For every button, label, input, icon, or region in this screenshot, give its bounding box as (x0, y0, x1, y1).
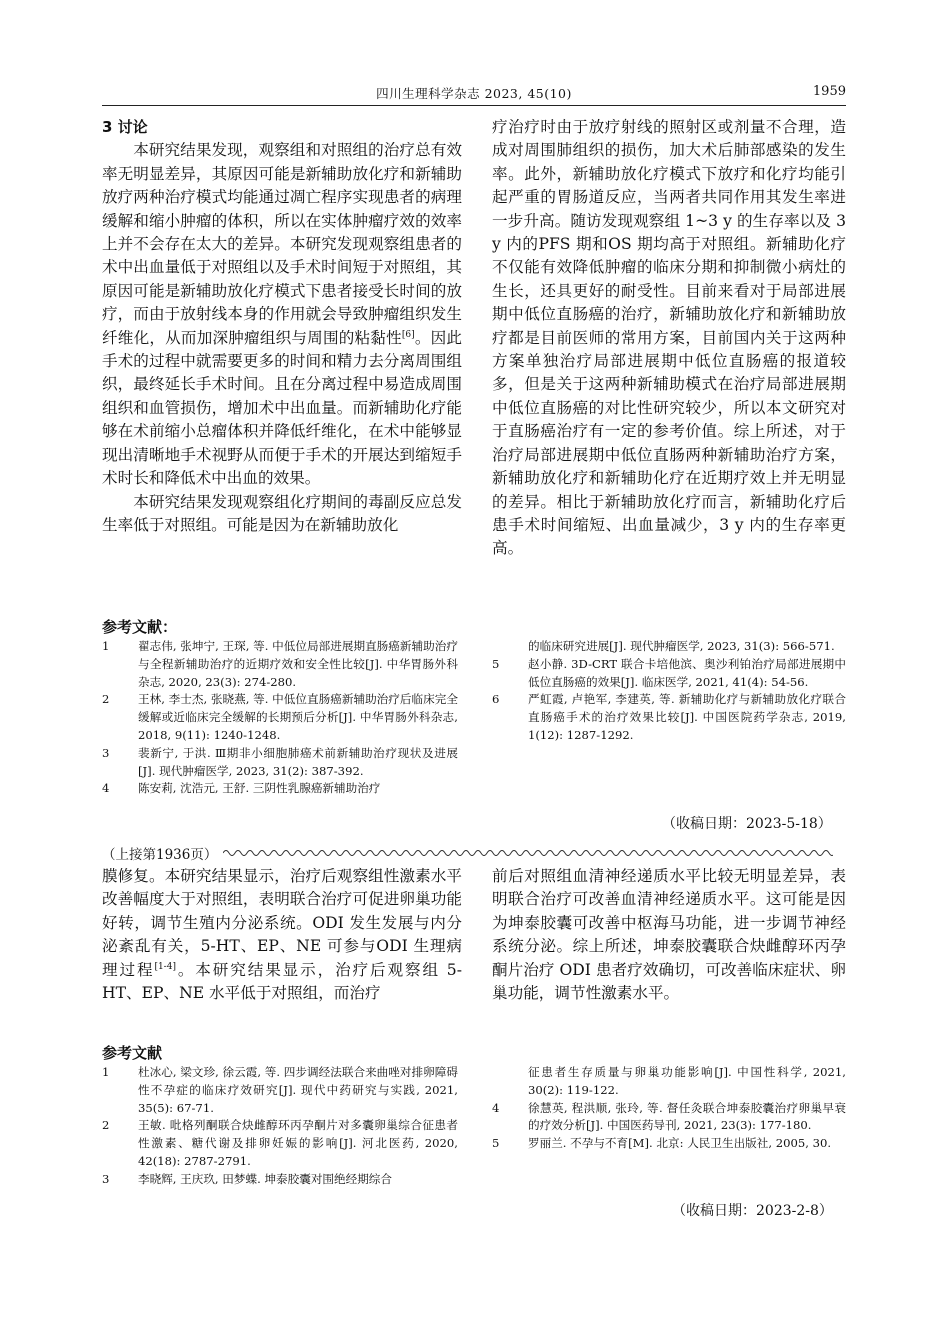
reference-item (102, 745, 458, 781)
header-rule (102, 105, 846, 106)
discussion-paragraph-2: 本研究结果发现观察组化疗期间的毒副反应总发生率低于对照组。可能是因为在新辅助放化 (102, 492, 462, 534)
reference-item (492, 638, 846, 656)
reference-number: 2 (102, 1118, 110, 1133)
reference-number: 3 (102, 1171, 110, 1186)
journal-title: 四川生理科学杂志 2023, 45(10) (376, 86, 572, 101)
citation: [6] (401, 329, 415, 340)
continuation-left-column (102, 865, 462, 1005)
reference-text: 赵小静. 3D-CRT 联合卡培他滨、奥沙利铂治疗局部进展期中低位直肠癌的效果[J]. 临床医学, 2021, 41(4): 54-56. (528, 656, 846, 689)
reference-text: 的临床研究进展[J]. 现代肿瘤医学, 2023, 31(3): 566-571. (528, 639, 835, 653)
discussion-paragraph-3: 疗治疗时由于放疗射线的照射区或剂量不合理，造成对周围肺组织的损伤，加大术后肺部感染的发生率。此外，新辅助放化疗模式下放疗和化疗均能引起严重的胃肠道反应，当两者共同作用其发生率进一步升高。随访发现观察组 1~3 y 的生存率以及 3 y 内的PFS 期和OS 期均高于对照组。新辅助化疗不仅能有效降低肿瘤的临床分期和抑制微小病灶的生长，还具更好的耐受性。目前来看对于局部进展期中低位直肠癌的治疗，新辅助放化疗和新辅助放疗都是目前医师的常用方案，目前国内关于这两种方案单独治疗局部进展期中低位直肠癌的报道较多，但是关于这两种新辅助模式在治疗局部进展期中低位直肠癌的对比性研究较少，所以本文研究对于直肠癌治疗有一定的参考价值。综上所述，对于治疗局部进展期中低位直肠两种新辅助治疗方案，新辅助放化疗和新辅助化疗在近期疗效上并无明显的差异。相比于新辅助放化疗而言，新辅助化疗后患手术时间缩短、出血量减少，3 y 内的生存率更高。 (492, 118, 846, 558)
reference-item (102, 638, 458, 691)
continuation-paragraph-right: 前后对照组血清神经递质水平比较无明显差异，表明联合治疗可改善血清神经递质水平。这可能是因为坤泰胶囊可改善中枢海马功能，进一步调节神经系统分泌。综上所述，坤泰胶囊联合炔雌醇环丙孕酮片治疗 ODI 患者疗效确切，可改善临床症状、卵巢功能，调节性激素水平。 (492, 867, 846, 1003)
continuation-text-a: 膜修复。本研究结果显示，治疗后观察组性激素水平改善幅度大于对照组，表明联合治疗可促进卵巢功能好转，调节生殖内分泌系统。ODI 发生发展与内分泌紊乱有关，5-HT、EP、NE 可参与ODI 生理病理过程 (102, 867, 462, 979)
received-date: （收稿日期：2023-5-18） (662, 816, 832, 832)
reference-item (102, 1171, 458, 1189)
reference-text: 陈安莉, 沈浩元, 王舒. 三阴性乳腺癌新辅助治疗 (138, 781, 381, 796)
reference-item (102, 1117, 458, 1170)
references-left-2 (102, 1064, 458, 1189)
reference-text: 王敏. 吡格列酮联合炔雌醇环丙孕酮片对多囊卵巢综合征患者性激素、糖代谢及排卵妊娠的影响[J]. 河北医药, 2020, 42(18): 2787-2791. (138, 1118, 458, 1168)
reference-text: 李晓辉, 王庆玖, 田梦蝶. 坤泰胶囊对围绝经期综合 (138, 1171, 392, 1186)
received-date-2: （收稿日期：2023-2-8） (672, 1203, 833, 1219)
reference-number: 5 (492, 1136, 500, 1151)
reference-text: 徐慧英, 程洪顺, 张玲, 等. 督任灸联合坤泰胶囊治疗卵巢早衰的疗效分析[J]. 中国医药导刊, 2021, 23(3): 177-180. (528, 1100, 846, 1133)
reference-number: 2 (102, 692, 110, 707)
reference-item (492, 1100, 846, 1136)
reference-number: 4 (492, 1100, 500, 1115)
reference-item (492, 1064, 846, 1100)
references-title: 参考文献： (102, 618, 178, 636)
continuation-right-column (492, 865, 846, 1005)
running-header (102, 84, 846, 104)
continuation-label: （上接第1936页） (102, 847, 218, 863)
references-left (102, 638, 458, 798)
references-right (492, 638, 846, 745)
discussion-text-1a: 本研究结果发现，观察组和对照组的治疗总有效率无明显差异，其原因可能是新辅助放化疗和新辅助放疗两种治疗模式均能通过凋亡程序实现患者的病理缓解和缩小肿瘤的体积，所以在实体肿瘤疗效的效率上并不会存在太大的差异。本研究发现观察组患者的术中出血量低于对照组以及手术时间短于对照组，其原因可能是新辅助放化疗模式下患者接受长时间的放疗，而由于放射线本身的作用就会导致肿瘤组织发生纤维化，从而加深肿瘤组织与周围的粘黏性 (102, 141, 462, 347)
citation: [1-4] (154, 961, 176, 972)
reference-text: 杜冰心, 梁文珍, 徐云霞, 等. 四步调经法联合来曲唑对排卵障碍性不孕症的临床疗效研究[J]. 现代中药研究与实践, 2021, 35(5): 67-71. (138, 1065, 458, 1115)
reference-text: 裴新宁, 于洪. Ⅲ期非小细胞肺癌术前新辅助治疗现状及进展[J]. 现代肿瘤医学, 2023, 31(2): 387-392. (138, 745, 458, 778)
reference-text: 翟志伟, 张坤宁, 王琛, 等. 中低位局部进展期直肠癌新辅助治疗与全程新辅助治疗的近期疗效和安全性比较[J]. 中华胃肠外科杂志, 2020, 23(3): 274-280. (138, 639, 458, 689)
reference-number: 3 (102, 745, 110, 760)
reference-item (492, 656, 846, 692)
continuation-text-b: 。本研究结果显示，治疗后观察组 5-HT、EP、NE 水平低于对照组，而治疗 (102, 960, 462, 1003)
reference-item (102, 691, 458, 744)
reference-text: 征患者生存质量与卵巢功能影响[J]. 中国性科学, 2021, 30(2): 119-122. (528, 1065, 846, 1097)
reference-item (492, 1135, 846, 1153)
discussion-right-column (492, 116, 846, 561)
page-number: 1959 (812, 84, 846, 99)
continuation-paragraph-left (102, 865, 462, 1005)
reference-text: 王林, 李士杰, 张晓燕, 等. 中低位直肠癌新辅助治疗后临床完全缓解或近临床完全缓解的长期预后分析[J]. 中华胃肠外科杂志, 2018, 9(11): 1240-1248. (138, 692, 458, 742)
reference-item (102, 780, 458, 798)
reference-number: 1 (102, 1065, 110, 1079)
reference-number (492, 1064, 528, 1100)
reference-number: 4 (102, 781, 110, 796)
discussion-paragraph-1 (102, 139, 462, 490)
continuation-divider (102, 843, 846, 863)
reference-number: 6 (492, 692, 500, 707)
section-title: 3 讨论 (102, 118, 148, 136)
reference-number: 1 (102, 639, 110, 653)
discussion-left-column (102, 116, 462, 537)
reference-text: 罗丽兰. 不孕与不育[M]. 北京: 人民卫生出版社, 2005, 30. (528, 1136, 832, 1151)
references-title-2: 参考文献 (102, 1044, 163, 1062)
reference-item (492, 691, 846, 744)
reference-item (102, 1064, 458, 1117)
discussion-text-1b: 。因此手术的过程中就需要更多的时间和精力去分离周围组织，最终延长手术时间。且在分离过程中易造成周围组织和血管损伤，增加术中出血量。而新辅助化疗能够在术前缩小总瘤体积并降低纤维化，在术中能够显现出清晰地手术视野从而便于手术的开展达到缩短手术时长和降低术中出血的效果。 (102, 328, 462, 488)
references-right-2 (492, 1064, 846, 1153)
wavy-line (223, 847, 833, 859)
reference-number: 5 (492, 656, 500, 671)
reference-text: 严虹霞, 卢艳军, 李建英, 等. 新辅助化疗与新辅助放化疗联合直肠癌手术的治疗效果比较[J]. 中国医院药学杂志, 2019, 1(12): 1287-1292. (528, 692, 846, 742)
reference-number (492, 638, 528, 656)
